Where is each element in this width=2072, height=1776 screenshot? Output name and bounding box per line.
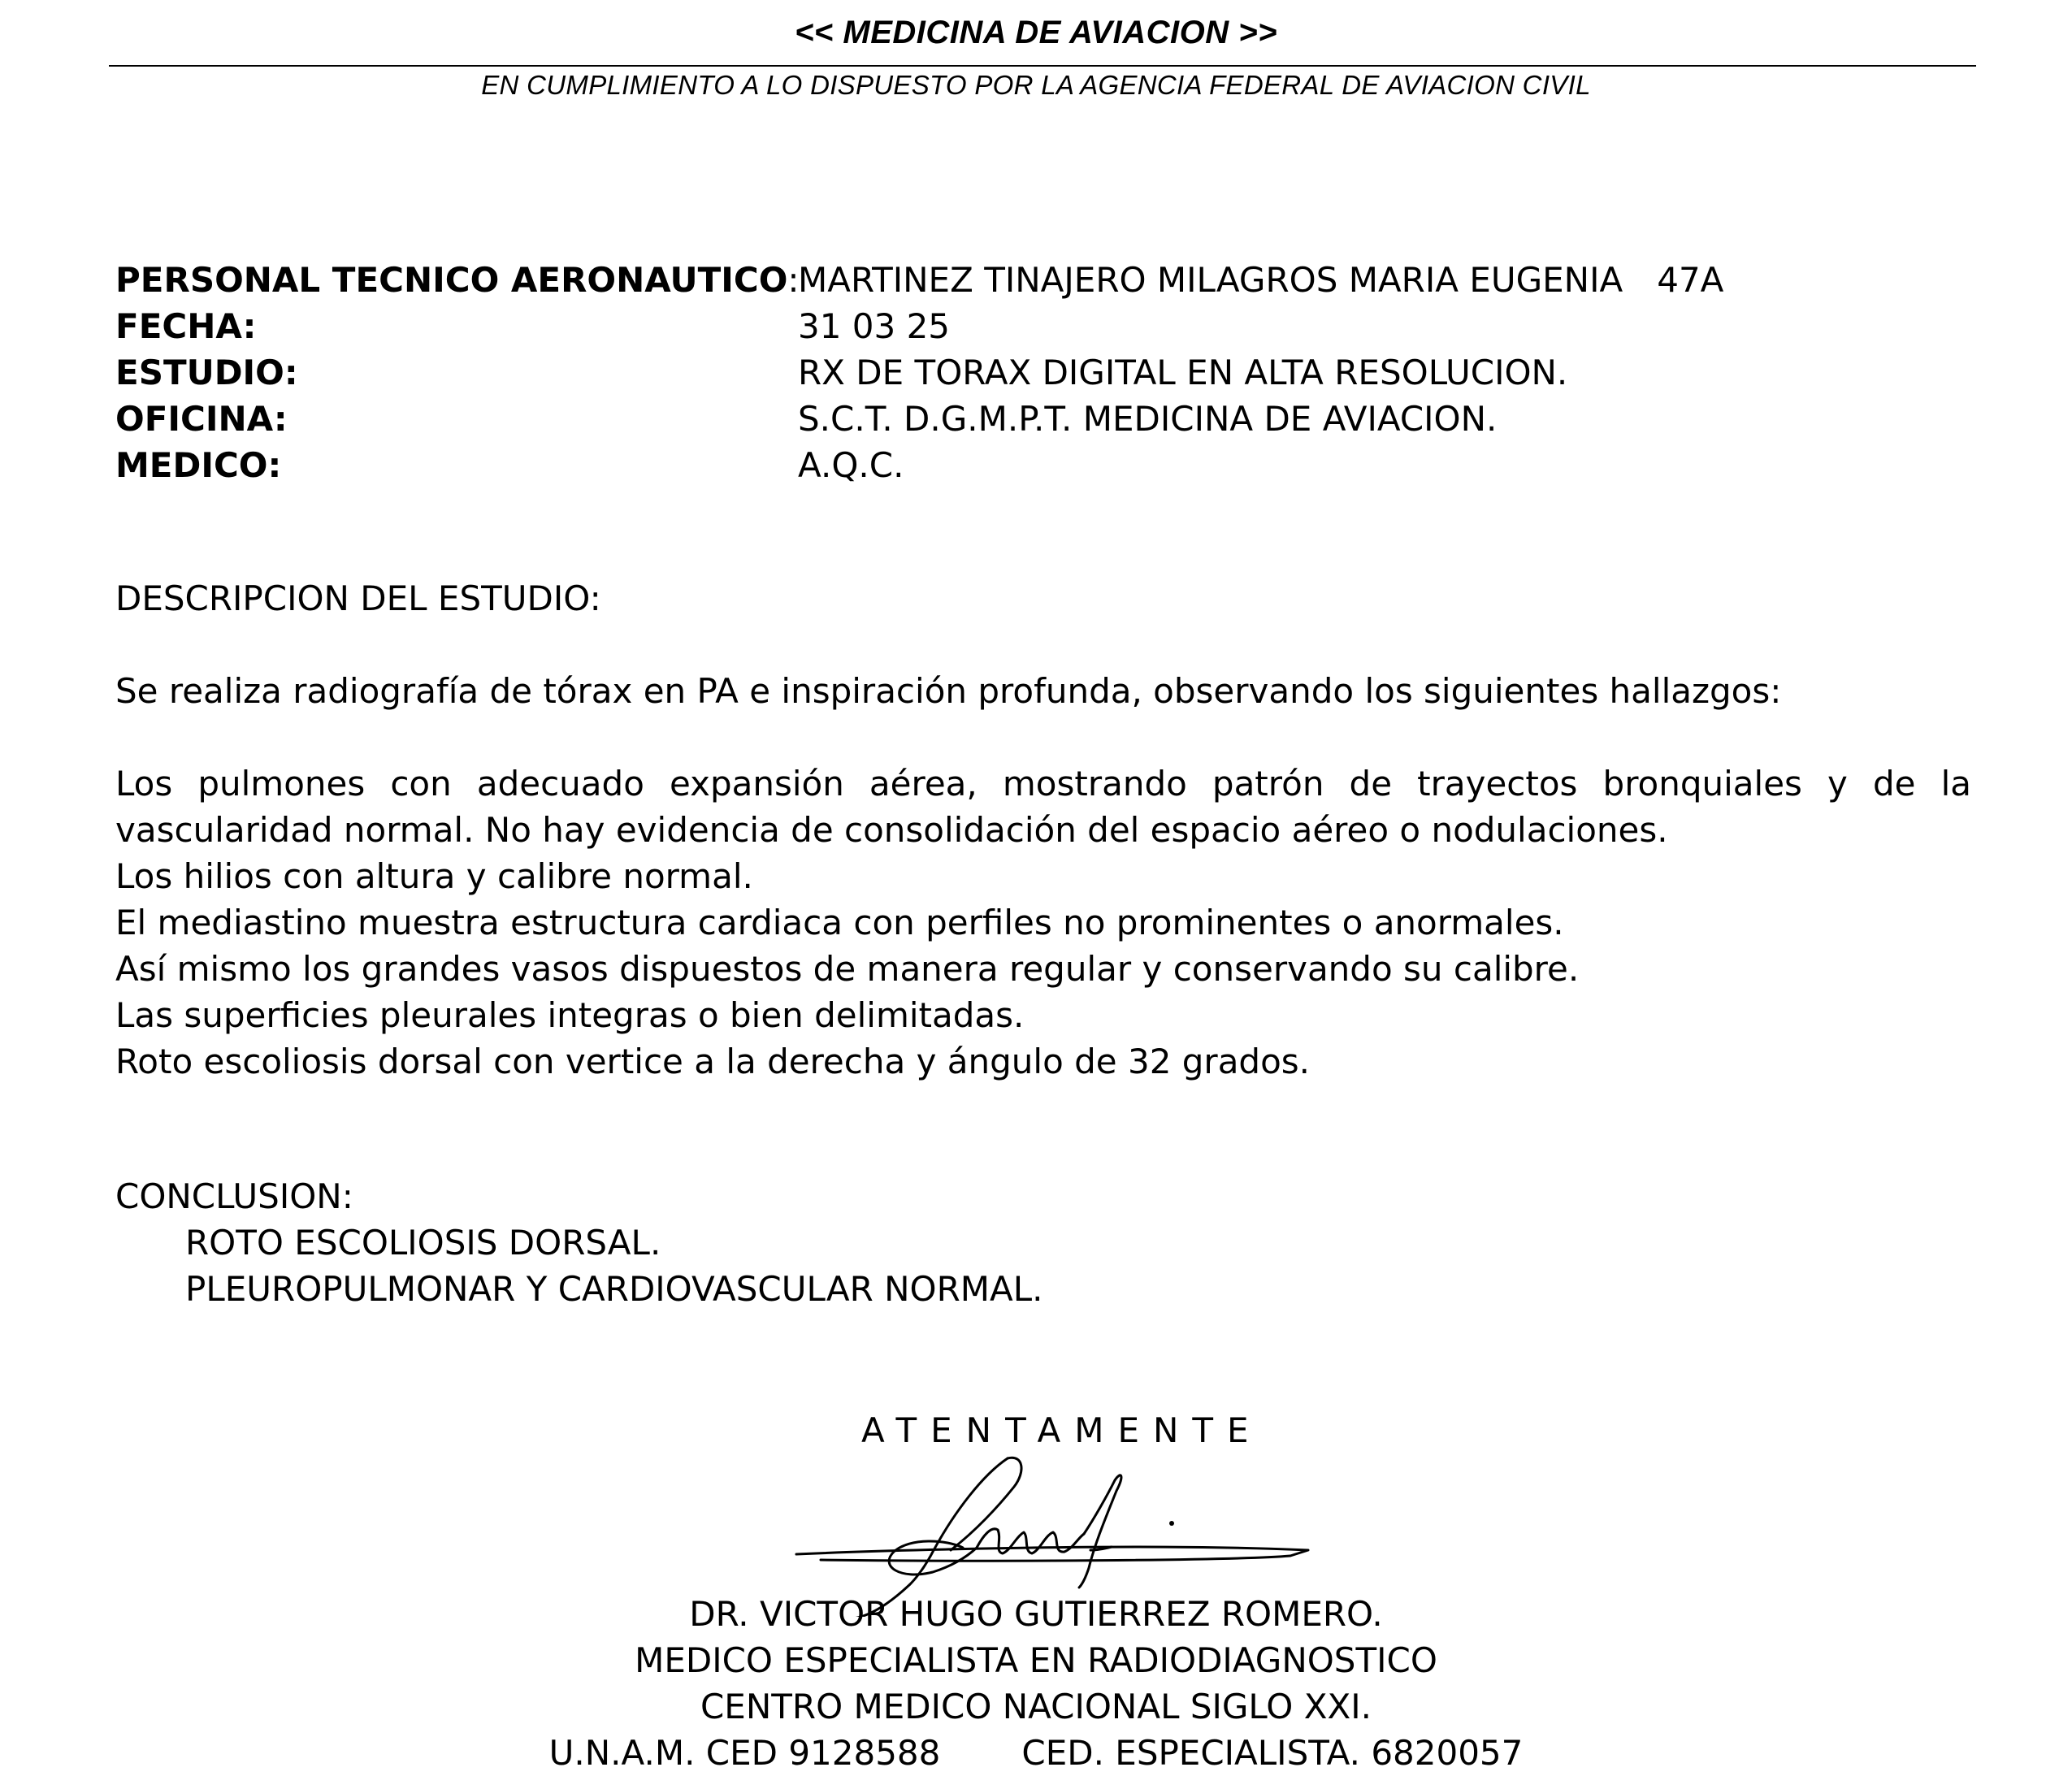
description-intro: Se realiza radiografía de tórax en PA e inspiración profunda, observando los siguientes hallazgos:	[115, 671, 1782, 711]
doctor-specialty: MEDICO ESPECIALISTA EN RADIODIAGNOSTICO	[635, 1640, 1437, 1680]
findings-list	[115, 760, 1971, 1085]
field-row-fecha	[115, 303, 1984, 349]
field-row-oficina	[115, 396, 1984, 442]
patient-fields	[115, 257, 1984, 488]
field-label-oficina: OFICINA:	[115, 399, 288, 439]
finding-item: Las superficies pleurales integras o bien delimitadas.	[115, 995, 1025, 1035]
field-row-estudio	[115, 349, 1984, 396]
doctor-center: CENTRO MEDICO NACIONAL SIGLO XXI.	[700, 1687, 1372, 1726]
field-row-personal	[115, 257, 1984, 303]
doctor-credentials	[0, 1730, 2072, 1776]
field-value-personal: MARTINEZ TINAJERO MILAGROS MARIA EUGENIA 47A	[798, 260, 1724, 300]
doctor-name: DR. VICTOR HUGO GUTIERREZ ROMERO.	[689, 1594, 1383, 1634]
finding-item: Los pulmones con adecuado expansión aérea, mostrando patrón de trayectos bronquiales y de la vascularidad normal. No hay evidencia de consolidación del espacio aéreo o nodulaciones.	[115, 764, 1971, 850]
conclusion-title: CONCLUSION:	[115, 1176, 353, 1216]
field-label-estudio: ESTUDIO:	[115, 353, 298, 392]
finding-item: Así mismo los grandes vasos dispuestos de manera regular y conservando su calibre.	[115, 949, 1580, 989]
finding-item: Roto escoliosis dorsal con vertice a la derecha y ángulo de 32 grados.	[115, 1042, 1311, 1081]
finding-item: Los hilios con altura y calibre normal.	[115, 856, 753, 896]
doctor-block	[0, 1591, 2072, 1776]
report-subtitle: EN CUMPLIMIENTO A LO DISPUESTO POR LA AGENCIA FEDERAL DE AVIACION CIVIL	[481, 70, 1591, 100]
conclusion-item: ROTO ESCOLIOSIS DORSAL.	[185, 1223, 661, 1263]
header-divider	[109, 65, 1976, 67]
report-title: << MEDICINA DE AVIACION >>	[795, 15, 1277, 50]
field-label-medico: MEDICO:	[115, 445, 282, 485]
specialist-ced: CED. ESPECIALISTA. 6820057	[1021, 1733, 1524, 1773]
field-value-medico: A.Q.C.	[798, 445, 904, 485]
description-title: DESCRIPCION DEL ESTUDIO:	[115, 578, 601, 618]
field-value-fecha: 31 03 25	[798, 306, 951, 346]
field-label-fecha: FECHA:	[115, 306, 257, 346]
field-row-medico	[115, 442, 1984, 488]
finding-item: El mediastino muestra estructura cardiaca con perfiles no prominentes o anormales.	[115, 903, 1564, 942]
conclusion-list	[115, 1219, 2041, 1312]
closing-text: ATENTAMENTE	[861, 1410, 1263, 1450]
field-value-oficina: S.C.T. D.G.M.P.T. MEDICINA DE AVIACION.	[798, 399, 1498, 439]
conclusion-item: PLEUROPULMONAR Y CARDIOVASCULAR NORMAL.	[185, 1269, 1043, 1309]
field-label-personal: PERSONAL TECNICO AERONAUTICO:	[115, 260, 800, 300]
field-value-personal-code: 47A	[1657, 260, 1724, 300]
field-value-estudio: RX DE TORAX DIGITAL EN ALTA RESOLUCION.	[798, 353, 1568, 392]
unam-ced: U.N.A.M. CED 9128588	[548, 1733, 941, 1773]
